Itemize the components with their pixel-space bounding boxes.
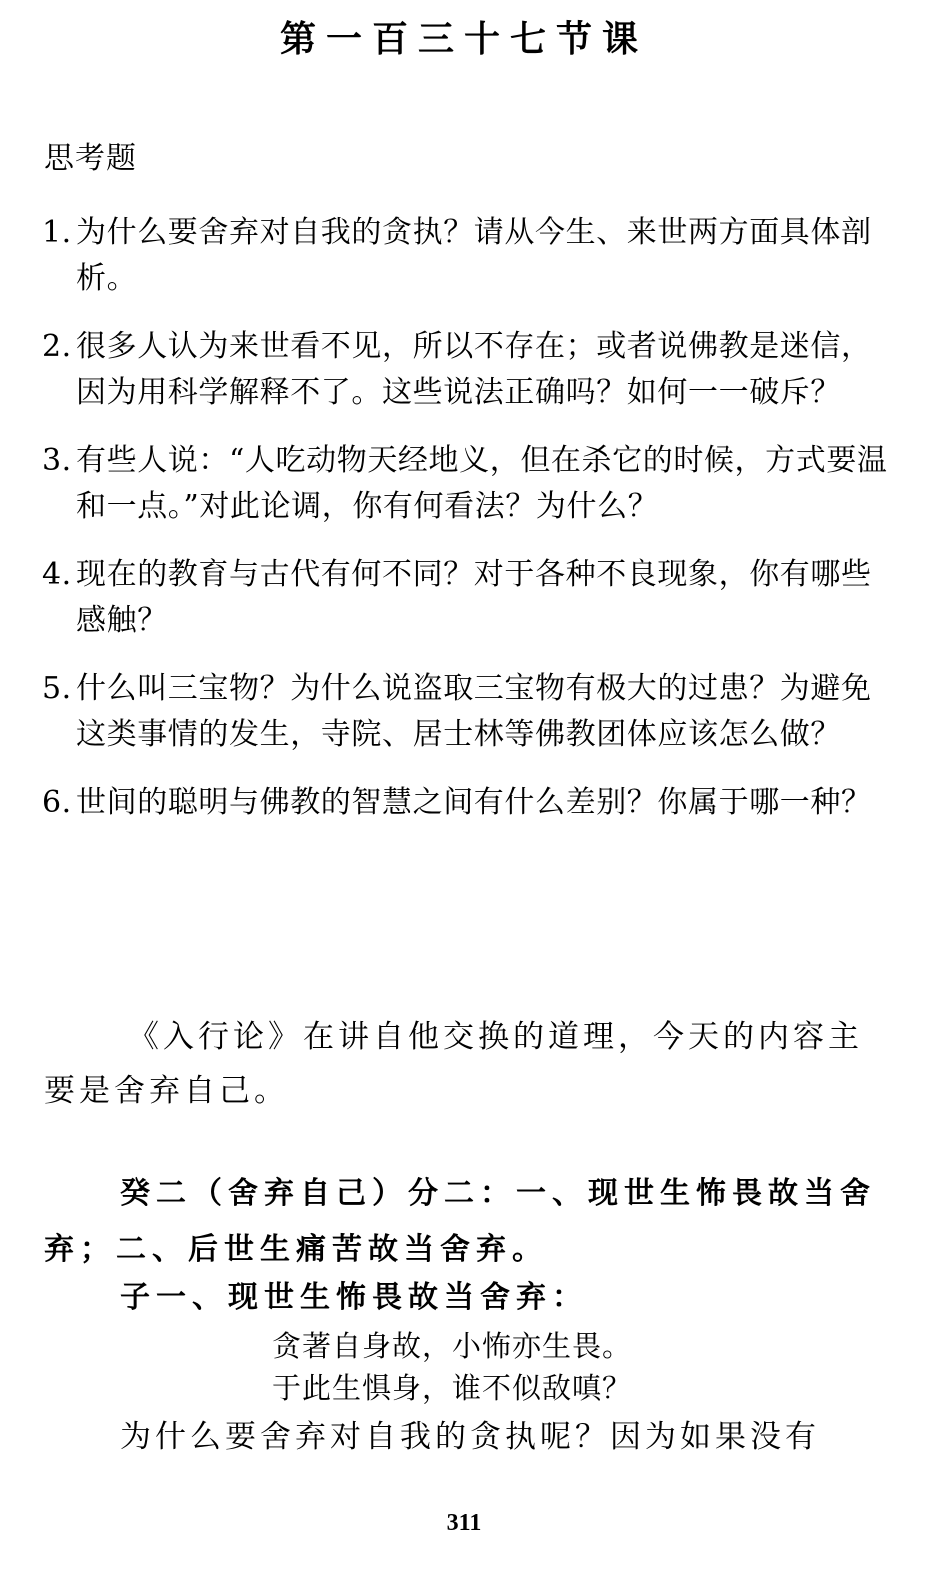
verse-line: 于此生惧身，谁不似敌嗔？ — [272, 1371, 633, 1405]
closing-paragraph: 为什么要舍弃对自我的贪执呢？因为如果没有 — [120, 1419, 820, 1455]
sub-outline-heading: 子一、现世生怖畏故当舍弃： — [120, 1280, 588, 1315]
think-questions-heading: 思考题 — [44, 141, 137, 176]
question-text: 世间的聪明与佛教的智慧之间有什么差别？你属于哪一种？ — [76, 785, 872, 820]
question-number: 4. — [42, 557, 72, 592]
intro-paragraph: 《入行论》在讲自他交换的道理，今天的内容主要是舍弃自己。 — [44, 1019, 863, 1109]
question-number: 3. — [42, 443, 72, 478]
question-text: 为什么要舍弃对自我的贪执？请从今生、来世两方面具体剖析。 — [76, 215, 872, 296]
page-number: 311 — [446, 1510, 482, 1536]
lesson-title: 第一百三十七节课 — [279, 19, 648, 60]
question-item — [42, 324, 888, 416]
question-number: 1. — [42, 215, 72, 250]
question-text: 现在的教育与古代有何不同？对于各种不良现象，你有哪些感触？ — [76, 557, 872, 638]
verse-line: 贪著自身故，小怖亦生畏。 — [272, 1329, 633, 1363]
question-item — [42, 552, 888, 644]
question-item — [42, 210, 888, 302]
question-text: 什么叫三宝物？为什么说盗取三宝物有极大的过患？为避免这类事情的发生，寺院、居士林等佛教团体应该怎么做？ — [76, 671, 872, 752]
question-list — [42, 210, 888, 894]
question-text: 有些人说：“人吃动物天经地义，但在杀它的时候，方式要温和一点。”对此论调，你有何看法？为什么？ — [76, 443, 888, 524]
question-item — [42, 438, 888, 530]
question-number: 6. — [42, 785, 72, 820]
question-item — [42, 666, 888, 758]
question-number: 5. — [42, 671, 72, 706]
question-number: 2. — [42, 329, 72, 364]
outline-heading: 癸二（舍弃自己）分二：一、现世生怖畏故当舍弃；二、后世生痛苦故当舍弃。 — [44, 1176, 876, 1267]
question-text: 很多人认为来世看不见，所以不存在；或者说佛教是迷信，因为用科学解释不了。这些说法正确吗？如何一一破斥？ — [76, 329, 872, 410]
question-item — [42, 780, 888, 872]
